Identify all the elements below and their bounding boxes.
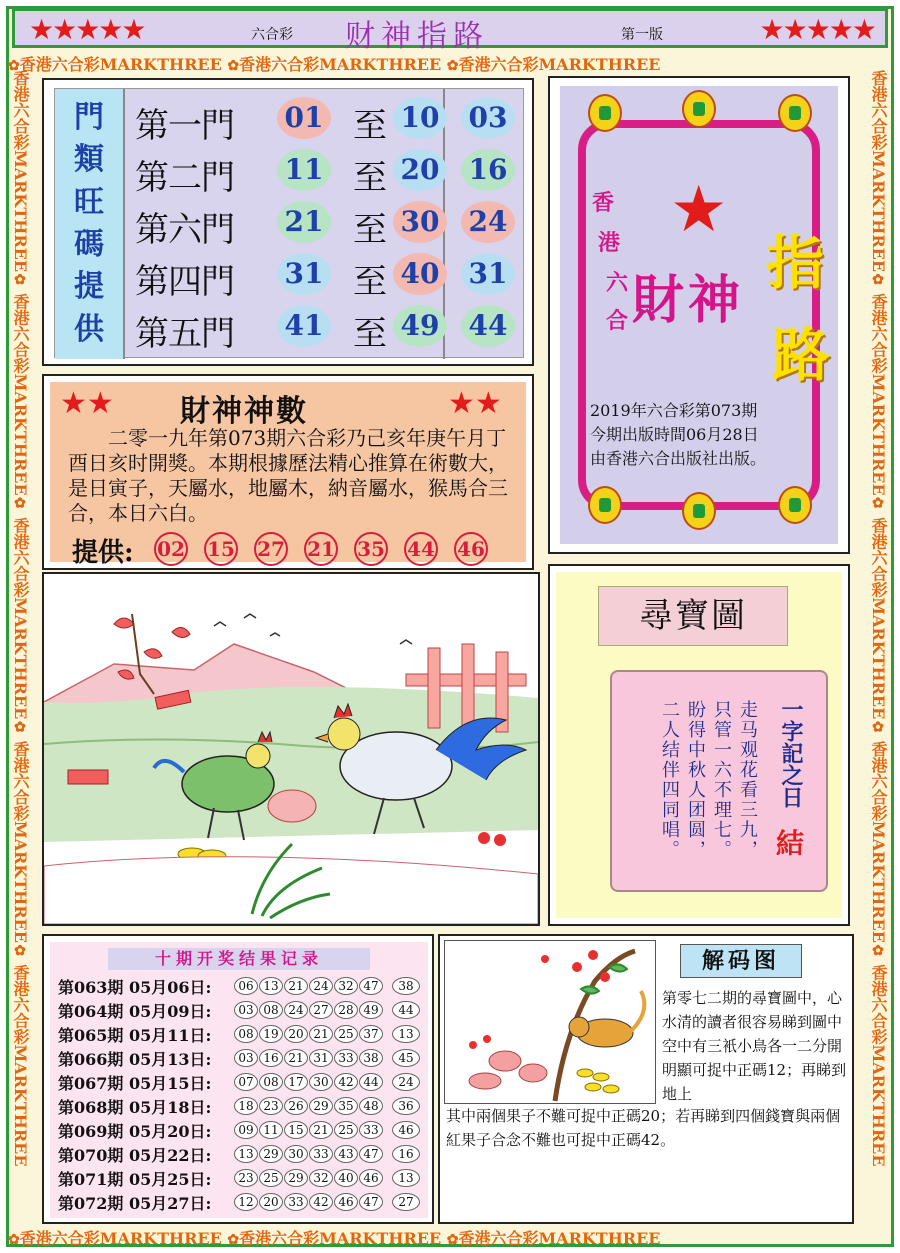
history-number: 21 [309,1025,333,1043]
history-number: 30 [284,1145,308,1163]
history-number: 16 [259,1049,283,1067]
picks-label: 提供: [72,538,134,568]
history-number: 46 [359,1169,383,1187]
numbers-text: 二零一九年第073期六合彩乃己亥年庚午月丁酉日亥时開獎。本期根據歷法精心推算在術數大，是日寅子，天屬水，地屬木，納音屬水，猴馬合三合，本日六白。 [68,426,508,525]
door-from-ball: 21 [277,201,331,243]
history-number: 35 [334,1097,358,1115]
history-number: 26 [284,1097,308,1115]
border-band-right [868,70,890,1220]
history-number: 21 [284,977,308,995]
door-to-ball: 40 [393,253,447,295]
door-pick-ball: 24 [461,201,515,243]
door-pick-ball: 44 [461,305,515,347]
band-text: 香港六合彩MARKTHREE [11,70,30,273]
door-from-ball: 11 [277,149,331,191]
pick-number: 27 [254,532,288,566]
clover-icon: ✿ [870,495,886,512]
door-name: 第四門 [135,262,234,302]
caishen-poster [548,76,850,554]
poster-big-char: 財 [632,270,683,331]
history-number: 46 [334,1193,358,1211]
cartoon-illustration [44,574,538,924]
door-pick-ball: 03 [461,97,515,139]
door-name: 第二門 [135,158,234,198]
history-inner [50,942,428,1218]
pick-number: 02 [154,532,188,566]
history-number: 23 [234,1169,258,1187]
clover-icon: ✿ [870,942,886,959]
treasure-inner [556,572,842,918]
stars-right: ★★ [448,386,502,421]
poem-line: 走马观花看三九， [737,700,758,860]
clover-icon: ✿ [8,1232,20,1248]
history-number: 32 [334,977,358,995]
coin-icon [682,492,716,530]
poster-yellow-char: 路 [772,321,831,389]
decode-side-text: 第零七二期的尋寶圖中，心水清的讀者很容易睇到圖中空中有三衹小鳥各一二分開明顯可捉中正碼12；再睇到地上 [662,989,847,1103]
history-number: 28 [334,1001,358,1019]
door-name: 第一門 [135,106,234,146]
header-stars-right: ★★★★★ [759,13,875,46]
band-text: 香港六合彩MARKTHREE [239,1229,442,1248]
history-special-number: 13 [392,1169,420,1187]
history-number: 03 [234,1001,258,1019]
history-number: 33 [284,1193,308,1211]
door-row [135,303,525,354]
history-number: 47 [359,977,383,995]
history-number: 42 [309,1193,333,1211]
coin-icon [778,486,812,524]
side-title-char: 碼 [74,227,104,263]
poem-line: 只管一六不理七。 [711,700,732,860]
poster-issue: 2019年六合彩第073期 [590,401,758,420]
history-number: 24 [284,1001,308,1019]
history-number: 21 [309,1121,333,1139]
history-number: 32 [309,1169,333,1187]
history-number: 24 [309,977,333,995]
border-band-bottom [8,1226,892,1248]
history-number: 23 [259,1097,283,1115]
pick-number: 44 [404,532,438,566]
history-special-number: 27 [392,1193,420,1211]
rooster-cartoon [42,572,540,926]
poster-publisher: 由香港六合出版社出版。 [590,449,767,468]
history-label: 第071期 05月25日: [58,1170,212,1189]
history-number: 47 [359,1145,383,1163]
poem-scroll [610,670,828,892]
door-to-label: 至 [353,314,387,354]
clover-icon: ✿ [227,1232,240,1248]
history-number: 29 [284,1169,308,1187]
header-right-label: 第一版 [621,27,663,43]
history-special-number: 45 [392,1049,420,1067]
poem-key: 一字記之日 [778,698,804,808]
poster-char: 港 [598,230,621,256]
history-number: 44 [359,1073,383,1091]
door-side-title [55,89,125,359]
poster-inner [560,86,838,544]
history-label: 第069期 05月20日: [58,1122,212,1141]
page-title: 财神指路 [345,19,489,54]
poster-char: 合 [606,308,629,334]
history-number: 33 [309,1145,333,1163]
coin-icon [778,94,812,132]
door-to-label: 至 [353,262,387,302]
coin-icon [682,90,716,128]
door-to-ball: 20 [393,149,447,191]
history-label: 第072期 05月27日: [58,1194,212,1213]
history-number: 03 [234,1049,258,1067]
history-number: 15 [284,1121,308,1139]
history-number: 38 [359,1049,383,1067]
history-special-number: 38 [392,977,420,995]
history-row [58,1142,428,1166]
band-text: 香港六合彩MARKTHREE [11,964,30,1167]
history-number: 13 [234,1145,258,1163]
band-text: 香港六合彩MARKTHREE [869,517,888,720]
history-label: 第070期 05月22日: [58,1146,212,1165]
poster-char: 香 [592,190,615,216]
side-title-char: 旺 [74,184,104,220]
treasure-title: 尋寶圖 [598,586,788,646]
caishen-numbers-box [42,374,534,570]
pick-number: 21 [304,532,338,566]
history-number: 25 [259,1169,283,1187]
history-number: 25 [334,1121,358,1139]
clover-icon: ✿ [12,495,28,512]
history-label: 第063期 05月06日: [58,978,212,997]
band-text: 香港六合彩MARKTHREE [19,55,222,74]
history-row [58,1118,428,1142]
history-number: 19 [259,1025,283,1043]
history-number: 43 [334,1145,358,1163]
band-text: 香港六合彩MARKTHREE [11,740,30,943]
door-table [42,78,534,366]
history-number: 30 [309,1073,333,1091]
history-number: 08 [259,1001,283,1019]
door-row [135,199,525,250]
door-to-label: 至 [353,158,387,198]
history-row [58,1094,428,1118]
clover-icon: ✿ [446,58,459,74]
band-text: 香港六合彩MARKTHREE [869,740,888,943]
door-to-label: 至 [353,106,387,146]
history-number: 31 [309,1049,333,1067]
door-from-ball: 41 [277,305,331,347]
door-pick-ball: 31 [461,253,515,295]
clover-icon: ✿ [12,272,28,289]
treasure-map-box [548,564,850,926]
history-row [58,974,428,998]
history-title: 十期开奖结果记录 [108,948,370,970]
door-pick-ball: 16 [461,149,515,191]
door-table-inner [54,88,524,358]
band-text: 香港六合彩MARKTHREE [239,55,442,74]
door-name: 第五門 [135,314,234,354]
clover-icon: ✿ [870,719,886,736]
history-row [58,1046,428,1070]
history-special-number: 46 [392,1121,420,1139]
poster-big-char: 神 [688,270,739,331]
history-label: 第064期 05月09日: [58,1002,212,1021]
history-label: 第066期 05月13日: [58,1050,212,1069]
draw-history [42,934,434,1224]
history-number: 33 [334,1049,358,1067]
history-number: 09 [234,1121,258,1139]
side-title-char: 門 [74,100,104,136]
door-to-ball: 49 [393,305,447,347]
door-row [135,147,525,198]
history-label: 第067期 05月15日: [58,1074,212,1093]
history-label: 第068期 05月18日: [58,1098,212,1117]
border-band-top [8,52,892,74]
pick-number: 35 [354,532,388,566]
poster-char: 六 [606,270,629,296]
history-number: 49 [359,1001,383,1019]
poem-line: 二人结伴四同唱。 [659,700,680,860]
coin-icon [588,94,622,132]
history-label: 第065期 05月11日: [58,1026,212,1045]
band-text: 香港六合彩MARKTHREE [19,1229,222,1248]
pick-number: 15 [204,532,238,566]
poem-key-end: 結 [776,827,805,860]
numbers-inner [50,382,526,568]
history-number: 21 [284,1049,308,1067]
stars-left: ★★ [60,386,114,421]
band-text: 香港六合彩MARKTHREE [11,293,30,496]
clover-icon: ✿ [446,1232,459,1248]
history-special-number: 16 [392,1145,420,1163]
history-number: 17 [284,1073,308,1091]
numbers-title: 財神神數 [180,394,308,429]
history-number: 29 [309,1097,333,1115]
door-name: 第六門 [135,210,234,250]
history-number: 25 [334,1025,358,1043]
decode-bottom-text: 其中兩個果子不難可捉中正碼20；若再睇到四個錢寶與兩個紅果子合念不難也可捉中正碼42。 [446,1107,841,1149]
door-from-ball: 31 [277,253,331,295]
decode-picture [444,940,656,1104]
red-star-icon: ★ [670,173,728,247]
clover-icon: ✿ [12,719,28,736]
history-number: 33 [359,1121,383,1139]
side-title-char: 類 [74,142,104,178]
band-text: 香港六合彩MARKTHREE [869,70,888,273]
pick-number: 46 [454,532,488,566]
history-row [58,1022,428,1046]
history-number: 20 [284,1025,308,1043]
header-left-label: 六合彩 [251,27,293,43]
history-number: 18 [234,1097,258,1115]
history-number: 40 [334,1169,358,1187]
decode-title: 解码图 [680,944,802,978]
band-text: 香港六合彩MARKTHREE [869,964,888,1167]
clover-icon: ✿ [870,272,886,289]
band-text: 香港六合彩MARKTHREE [458,55,661,74]
door-row [135,251,525,302]
side-title-char: 提 [74,269,104,305]
history-number: 47 [359,1193,383,1211]
decode-box [438,934,854,1224]
door-to-label: 至 [353,210,387,250]
history-number: 42 [334,1073,358,1091]
poem-line: 盼得中秋人团圆， [685,700,706,860]
history-row [58,1166,428,1190]
history-number: 20 [259,1193,283,1211]
door-to-ball: 10 [393,97,447,139]
history-number: 08 [234,1025,258,1043]
history-special-number: 36 [392,1097,420,1115]
history-number: 08 [259,1073,283,1091]
poster-yellow-char: 指 [766,229,825,297]
door-to-ball: 30 [393,201,447,243]
history-number: 13 [259,977,283,995]
door-row [135,95,525,146]
history-number: 06 [234,977,258,995]
history-special-number: 24 [392,1073,420,1091]
clover-icon: ✿ [227,58,240,74]
monkey-illustration [445,941,655,1103]
history-row [58,1190,428,1214]
history-number: 12 [234,1193,258,1211]
clover-icon: ✿ [12,942,28,959]
border-band-left [10,70,32,1220]
poster-date: 今期出版時間06月28日 [590,425,759,444]
header-bar [12,8,888,54]
history-number: 29 [259,1145,283,1163]
coin-icon [588,486,622,524]
history-row [58,998,428,1022]
history-row [58,1070,428,1094]
clover-icon: ✿ [8,58,20,74]
header-stars-left: ★★★★★ [29,13,145,46]
band-text: 香港六合彩MARKTHREE [458,1229,661,1248]
history-number: 48 [359,1097,383,1115]
band-text: 香港六合彩MARKTHREE [11,517,30,720]
side-title-char: 供 [74,311,104,347]
history-number: 27 [309,1001,333,1019]
history-special-number: 44 [392,1001,420,1019]
history-number: 37 [359,1025,383,1043]
band-text: 香港六合彩MARKTHREE [869,293,888,496]
door-from-ball: 01 [277,97,331,139]
history-special-number: 13 [392,1025,420,1043]
history-number: 11 [259,1121,283,1139]
history-number: 07 [234,1073,258,1091]
